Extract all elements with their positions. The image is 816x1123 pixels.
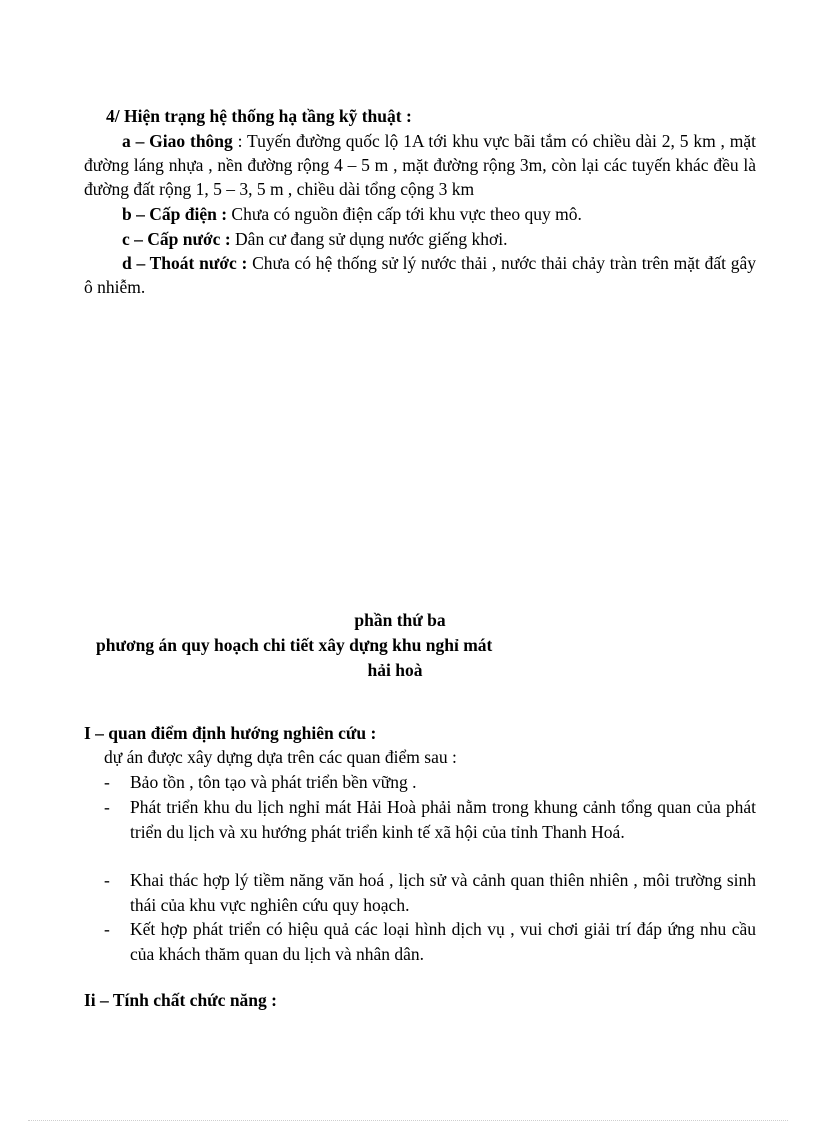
traffic-text: : Tuyến đường quốc lộ 1A tới khu vực bãi tắm có chiều dài 2, 5 km , mặt đường láng nhựa , nền đường rộng 4 – 5 m , mặt đường rộng 3m, còn lại các tuyến khác đều là đường đất rộng 1, 5 – 3, 5 m , chiều dài tổng cộng 3 km [84, 131, 756, 199]
water-supply-label: c – Cấp nước : [122, 229, 231, 249]
list-item [104, 795, 756, 844]
list-item-text: Phát triển khu du lịch nghỉ mát Hải Hoà phải nằm trong khung cảnh tổng quan của phát triển du lịch và xu hướng phát triển kinh tế xã hội của tỉnh Thanh Hoá. [130, 797, 756, 842]
bullet-dash: - [104, 919, 110, 939]
power-label: b – Cấp điện : [122, 204, 228, 224]
list-item [104, 868, 756, 917]
bullet-dash: - [104, 797, 110, 817]
power-text: Chưa có nguồn điện cấp tới khu vực theo quy mô. [227, 204, 582, 224]
drainage-paragraph [84, 251, 756, 299]
water-supply-text: Dân cư đang sử dụng nước giếng khơi. [230, 229, 508, 249]
bullet-dash: - [104, 870, 110, 890]
drainage-label: d – Thoát nước : [122, 253, 248, 273]
power-paragraph [84, 202, 756, 226]
part-subtitle-line-2: hải hoà [367, 660, 423, 680]
list-item-text: Khai thác hợp lý tiềm năng văn hoá , lịch sử và cảnh quan thiên nhiên , môi trường sinh thái của khu vực nghiên cứu quy hoạch. [130, 870, 756, 915]
list-item-text: Kết hợp phát triển có hiệu quả các loại hình dịch vụ , vui chơi giải trí đáp ứng nhu cầu của khách thăm quan du lịch và nhân dân. [130, 919, 756, 964]
section-4-heading: 4/ Hiện trạng hệ thống hạ tầng kỹ thuật : [106, 106, 412, 126]
bullet-dash: - [104, 772, 110, 792]
water-supply-paragraph [84, 227, 756, 251]
traffic-label: a – Giao thông [122, 131, 233, 151]
part-title: phần thứ ba [354, 610, 446, 630]
section-i-heading: I – quan điểm định hướng nghiên cứu : [84, 723, 377, 743]
drainage-text: Chưa có hệ thống sử lý nước thải , nước thải chảy tràn trên mặt đất gây ô nhiễm. [84, 253, 757, 297]
part-subtitle-line-1: phương án quy hoạch chi tiết xây dựng khu nghỉ mát [96, 635, 493, 655]
list-item [104, 917, 756, 966]
list-item [104, 770, 756, 795]
list-item-text: Bảo tồn , tôn tạo và phát triển bền vững . [130, 772, 417, 792]
traffic-paragraph [84, 129, 756, 201]
section-ii-heading: Ii – Tính chất chức năng : [84, 990, 277, 1010]
page-bottom-divider [28, 1120, 788, 1121]
section-i-intro: dự án được xây dựng dựa trên các quan điểm sau : [104, 747, 457, 767]
